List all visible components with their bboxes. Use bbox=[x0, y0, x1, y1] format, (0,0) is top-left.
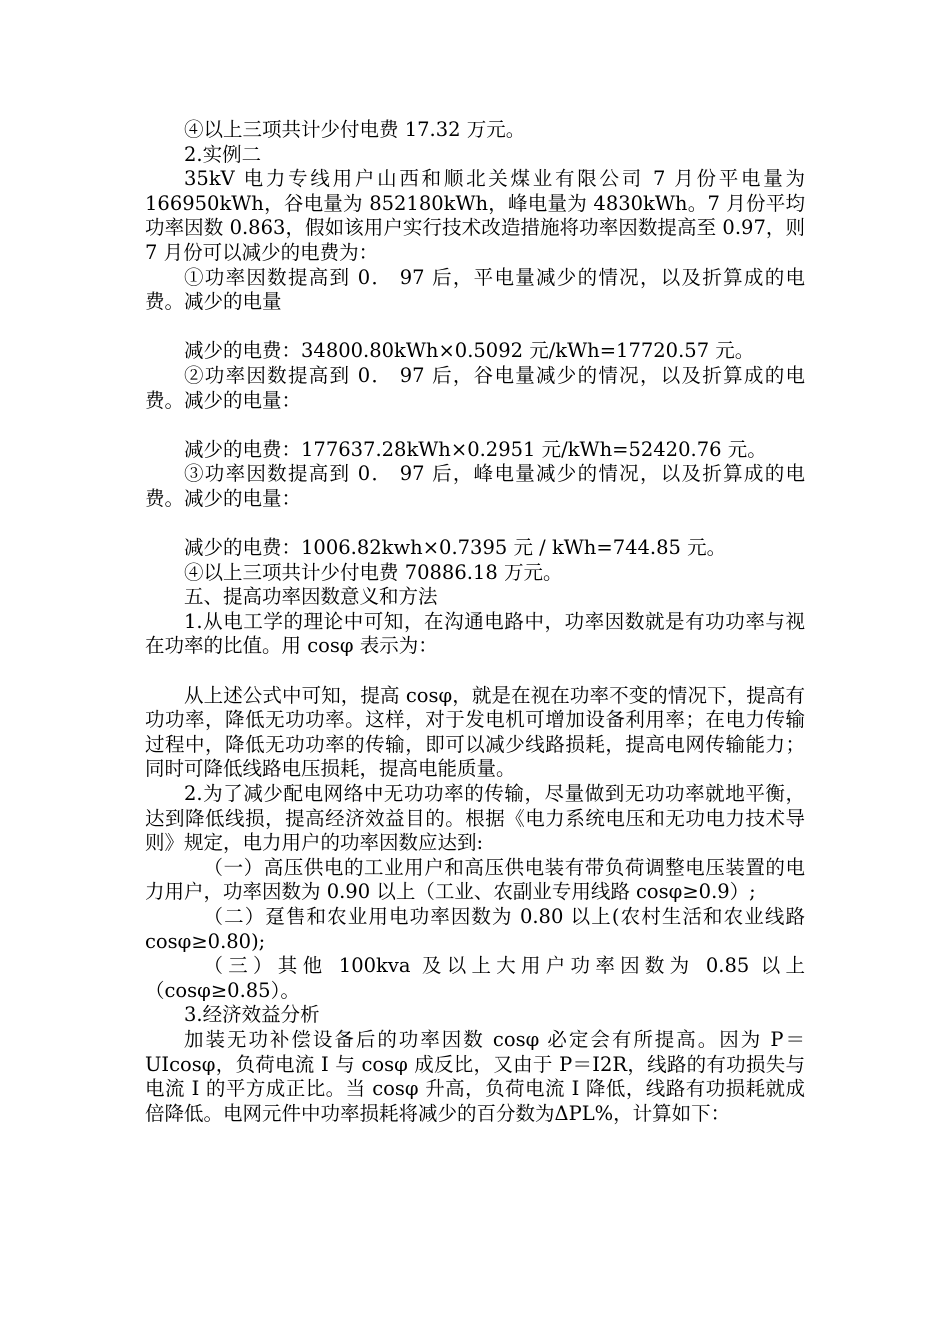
paragraph: 1.从电工学的理论中可知，在沟通电路中，功率因数就是有功功率与视在功率的比值。用 cosφ 表示为： bbox=[145, 609, 805, 658]
paragraph: ①功率因数提高到 0． 97 后，平电量减少的情况，以及折算成的电费。减少的电量 bbox=[145, 265, 805, 314]
formula-gap bbox=[145, 413, 805, 438]
paragraph: （二）趸售和农业用电功率因数为 0.80 以上(农村生活和农业线路 cosφ≥0.80); bbox=[145, 905, 805, 953]
paragraph: 减少的电费：1006.82kwh×0.7395 元 / kWh=744.85 元。 bbox=[184, 536, 727, 560]
paragraph: 加装无功补偿设备后的功率因数 cosφ 必定会有所提高。因为 P＝UIcosφ，负荷电流 I 与 cosφ 成反比，又由于 P＝I2R，线路的有功损失与电流 I 的平方成正比。当 cosφ 升高，负荷电流 I 降低，线路有功损耗就成倍降低。电网元件中功率损耗将减少的百分数为ΔPL%，计算如下： bbox=[145, 1027, 805, 1125]
paragraph: （一）高压供电的工业用户和高压供电装有带负荷调整电压装置的电力用户，功率因数为 0.90 以上（工业、农副业专用线路 cosφ≥0.9）; bbox=[145, 855, 805, 904]
paragraph: （三）其他 100kva 及以上大用户功率因数为 0.85 以上（cosφ≥0.85）。 bbox=[145, 954, 805, 1002]
document-body bbox=[145, 118, 805, 1126]
paragraph: 减少的电费：34800.80kWh×0.5092 元/kWh=17720.57 元。 bbox=[184, 339, 755, 363]
paragraph: 2.为了减少配电网络中无功功率的传输，尽量做到无功功率就地平衡，达到降低线损，提高经济效益目的。根据《电力系统电压和无功电力技术导则》规定，电力用户的功率因数应达到: bbox=[145, 782, 805, 855]
paragraph: 减少的电费：177637.28kWh×0.2951 元/kWh=52420.76 元。 bbox=[184, 437, 767, 461]
formula-gap bbox=[145, 659, 805, 684]
paragraph: 2.实例二 bbox=[184, 142, 262, 166]
paragraph: ④以上三项共计少付电费 17.32 万元。 bbox=[184, 118, 526, 141]
paragraph: 35kV 电力专线用户山西和顺北关煤业有限公司 7 月份平电量为 166950kWh，谷电量为 852180kWh，峰电量为 4830kWh。7 月份平均功率因数 0.863，假如该用户实行技术改造措施将功率因数提高至 0.97，则 7 月份可以减少的电费为： bbox=[145, 167, 805, 264]
paragraph: 3.经济效益分析 bbox=[184, 1003, 320, 1027]
paragraph: 五、提高功率因数意义和方法 bbox=[184, 585, 438, 609]
paragraph: 从上述公式中可知，提高 cosφ，就是在视在功率不变的情况下，提高有功功率，降低无功功率。这样，对于发电机可增加设备利用率；在电力传输过程中，降低无功功率的传输，即可以减少线路损耗，提高电网传输能力；同时可降低线路电压损耗，提高电能质量。 bbox=[145, 683, 805, 781]
paragraph: ④以上三项共计少付电费 70886.18 万元。 bbox=[184, 560, 563, 584]
paragraph: ③功率因数提高到 0． 97 后，峰电量减少的情况，以及折算成的电费。减少的电量： bbox=[145, 462, 805, 510]
formula-gap bbox=[145, 315, 805, 340]
paragraph: ②功率因数提高到 0． 97 后，谷电量减少的情况，以及折算成的电费。减少的电量： bbox=[145, 363, 805, 412]
formula-gap bbox=[145, 512, 805, 537]
